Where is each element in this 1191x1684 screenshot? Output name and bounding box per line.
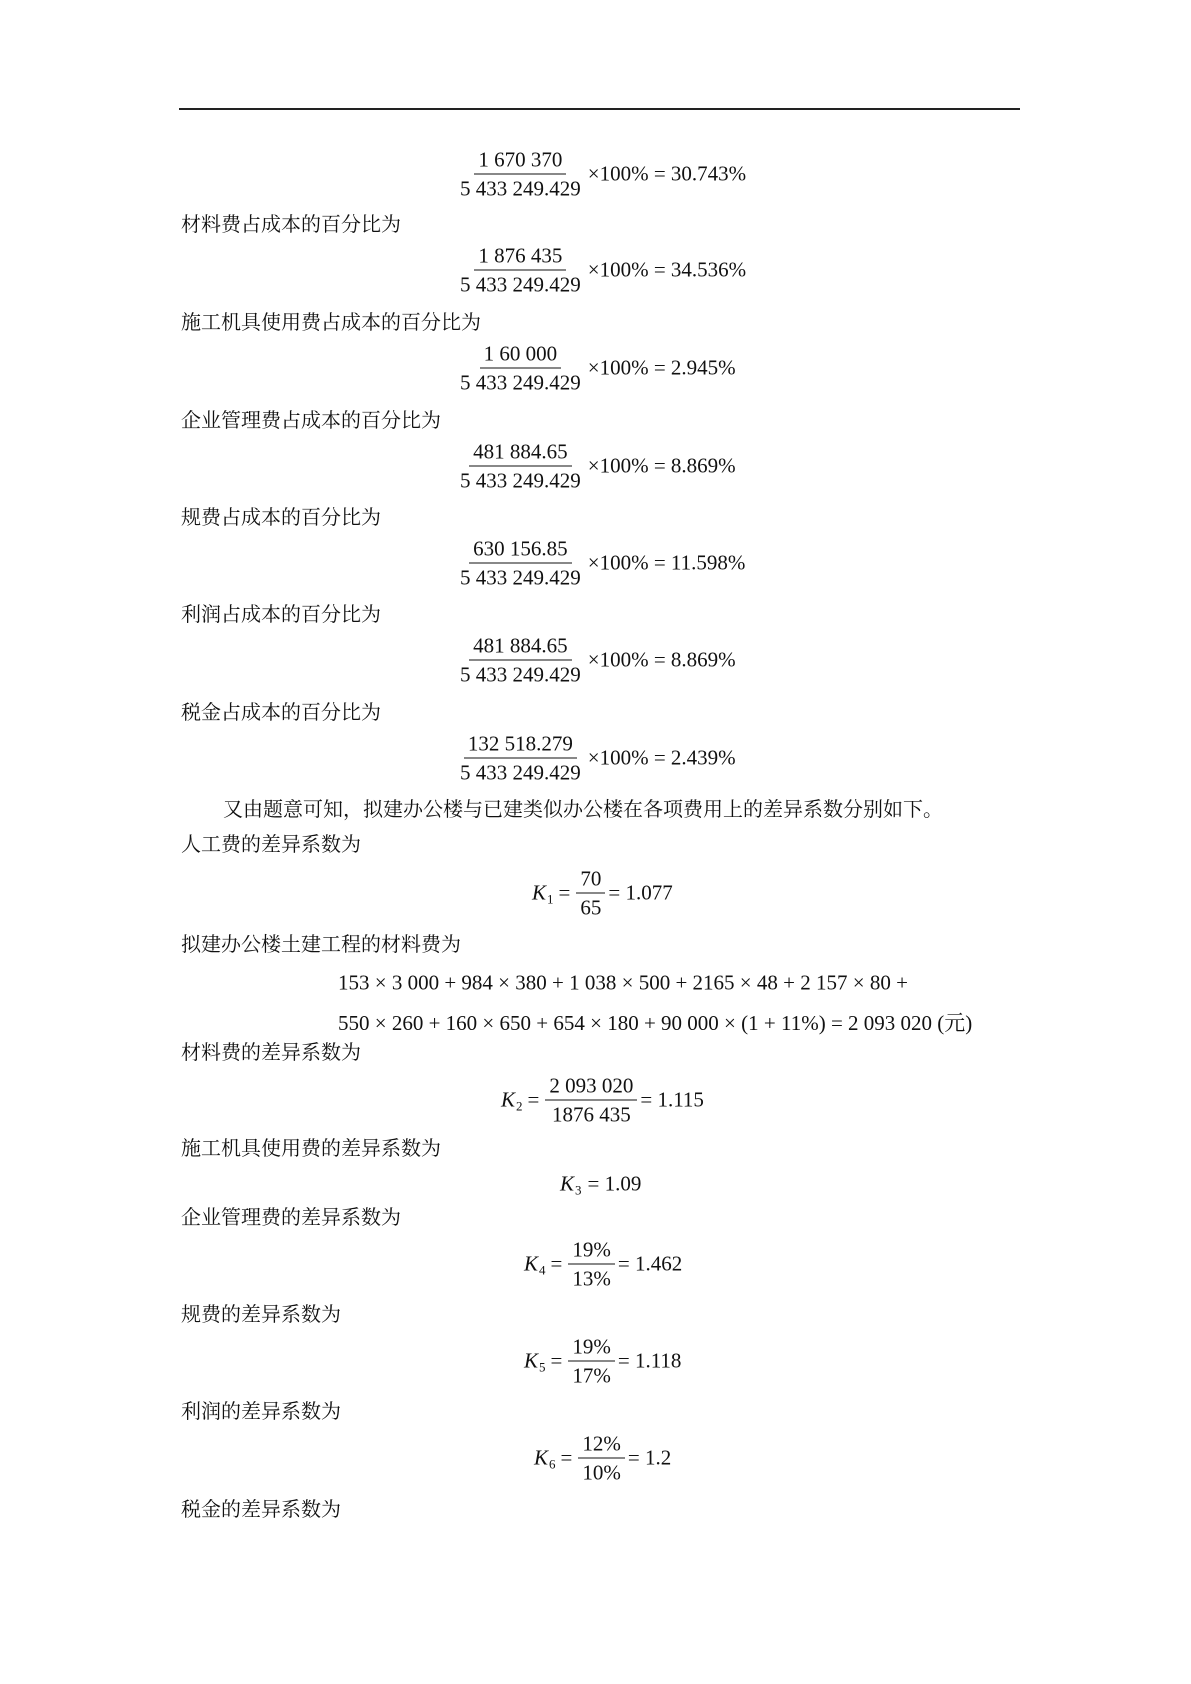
fraction — [456, 440, 585, 493]
denominator: 5 433 249.429 — [460, 272, 581, 297]
equation-k6 — [534, 1432, 671, 1485]
label-management-percent: 企业管理费占成本的百分比为 — [181, 408, 441, 432]
variable: K — [524, 1348, 539, 1373]
label-k6: 利润的差异系数为 — [181, 1399, 341, 1423]
numerator: 630 156.85 — [469, 537, 572, 564]
result: ×100% = 11.598% — [587, 550, 746, 575]
equation-k5 — [524, 1335, 681, 1388]
equation-labor-percent — [456, 148, 746, 201]
denominator: 13% — [572, 1266, 611, 1291]
result: = 1.09 — [587, 1171, 642, 1196]
fraction — [545, 1074, 637, 1127]
numerator: 132 518.279 — [464, 732, 577, 759]
material-cost-line-1: 153 × 3 000 + 984 × 380 + 1 038 × 500 + 2165 × 48 + 2 157 × 80 + — [338, 970, 908, 995]
material-cost-line-2: 550 × 260 + 160 × 650 + 654 × 180 + 90 000 × (1 + 11%) = 2 093 020 (元) — [338, 1011, 973, 1035]
result: ×100% = 34.536% — [587, 257, 747, 282]
fraction — [456, 732, 585, 785]
numerator: 19% — [568, 1238, 615, 1265]
fraction — [578, 1432, 625, 1485]
equation-tax-percent — [456, 732, 736, 785]
fraction — [456, 342, 585, 395]
result: ×100% = 2.439% — [587, 745, 736, 770]
subscript: 6 — [549, 1456, 556, 1471]
equation-k2 — [501, 1074, 704, 1127]
fraction — [568, 1238, 615, 1291]
fraction — [456, 148, 585, 201]
numerator: 1 876 435 — [474, 244, 566, 271]
numerator: 2 093 020 — [545, 1074, 637, 1101]
fraction — [456, 537, 585, 590]
subscript: 1 — [547, 891, 554, 906]
equation-material-percent — [456, 244, 746, 297]
intro-paragraph: 又由题意可知，拟建办公楼与已建类似办公楼在各项费用上的差异系数分别如下。 — [223, 797, 943, 821]
label-tax-percent: 税金占成本的百分比为 — [181, 700, 381, 724]
result: ×100% = 8.869% — [587, 453, 736, 478]
denominator: 10% — [582, 1460, 621, 1485]
numerator: 1 670 370 — [474, 148, 566, 175]
subscript: 2 — [516, 1098, 523, 1113]
fraction — [568, 1335, 615, 1388]
denominator: 5 433 249.429 — [460, 176, 581, 201]
numerator: 19% — [568, 1335, 615, 1362]
fraction — [456, 244, 585, 297]
label-k5: 规费的差异系数为 — [181, 1302, 341, 1326]
numerator: 70 — [576, 867, 605, 894]
result: ×100% = 30.743% — [587, 161, 747, 186]
variable: K — [532, 880, 547, 905]
label-k2: 材料费的差异系数为 — [181, 1040, 361, 1064]
result: = 1.118 — [617, 1348, 682, 1373]
label-k4: 企业管理费的差异系数为 — [181, 1205, 401, 1229]
label-material-percent: 材料费占成本的百分比为 — [181, 212, 401, 236]
label-machinery-percent: 施工机具使用费占成本的百分比为 — [181, 310, 481, 334]
equation-fees-percent — [456, 537, 745, 590]
label-k7: 税金的差异系数为 — [181, 1497, 341, 1521]
equation-profit-percent — [456, 634, 736, 687]
result: ×100% = 8.869% — [587, 647, 736, 672]
subscript: 3 — [575, 1182, 582, 1197]
variable: K — [560, 1171, 575, 1196]
equation-k4 — [524, 1238, 682, 1291]
denominator: 5 433 249.429 — [460, 760, 581, 785]
equals-sign: = — [527, 1087, 540, 1112]
result: = 1.2 — [627, 1445, 672, 1470]
equation-machinery-percent — [456, 342, 736, 395]
result: = 1.462 — [617, 1251, 683, 1276]
variable: K — [534, 1445, 549, 1470]
equals-sign: = — [560, 1445, 573, 1470]
header-rule — [179, 108, 1020, 110]
numerator: 481 884.65 — [469, 440, 572, 467]
equals-sign: = — [550, 1251, 563, 1276]
denominator: 5 433 249.429 — [460, 565, 581, 590]
numerator: 1 60 000 — [480, 342, 562, 369]
numerator: 12% — [578, 1432, 625, 1459]
result: = 1.077 — [608, 880, 673, 905]
result: = 1.115 — [640, 1087, 704, 1112]
label-material-cost: 拟建办公楼土建工程的材料费为 — [181, 932, 461, 956]
variable: K — [524, 1251, 539, 1276]
label-profit-percent: 利润占成本的百分比为 — [181, 602, 381, 626]
denominator: 65 — [580, 895, 602, 920]
equation-management-percent — [456, 440, 736, 493]
fraction — [576, 867, 605, 920]
equation-k3 — [560, 1172, 641, 1197]
denominator: 1876 435 — [551, 1102, 631, 1127]
subscript: 5 — [539, 1359, 546, 1374]
denominator: 5 433 249.429 — [460, 468, 581, 493]
result: ×100% = 2.945% — [587, 355, 736, 380]
variable: K — [501, 1087, 516, 1112]
denominator: 5 433 249.429 — [460, 370, 581, 395]
equals-sign: = — [558, 880, 571, 905]
numerator: 481 884.65 — [469, 634, 572, 661]
label-fees-percent: 规费占成本的百分比为 — [181, 505, 381, 529]
fraction — [456, 634, 585, 687]
denominator: 17% — [572, 1363, 611, 1388]
subscript: 4 — [539, 1262, 546, 1277]
equation-k1 — [532, 867, 673, 920]
equals-sign: = — [550, 1348, 563, 1373]
label-k3: 施工机具使用费的差异系数为 — [181, 1136, 441, 1160]
label-k1: 人工费的差异系数为 — [181, 832, 361, 856]
denominator: 5 433 249.429 — [460, 662, 581, 687]
